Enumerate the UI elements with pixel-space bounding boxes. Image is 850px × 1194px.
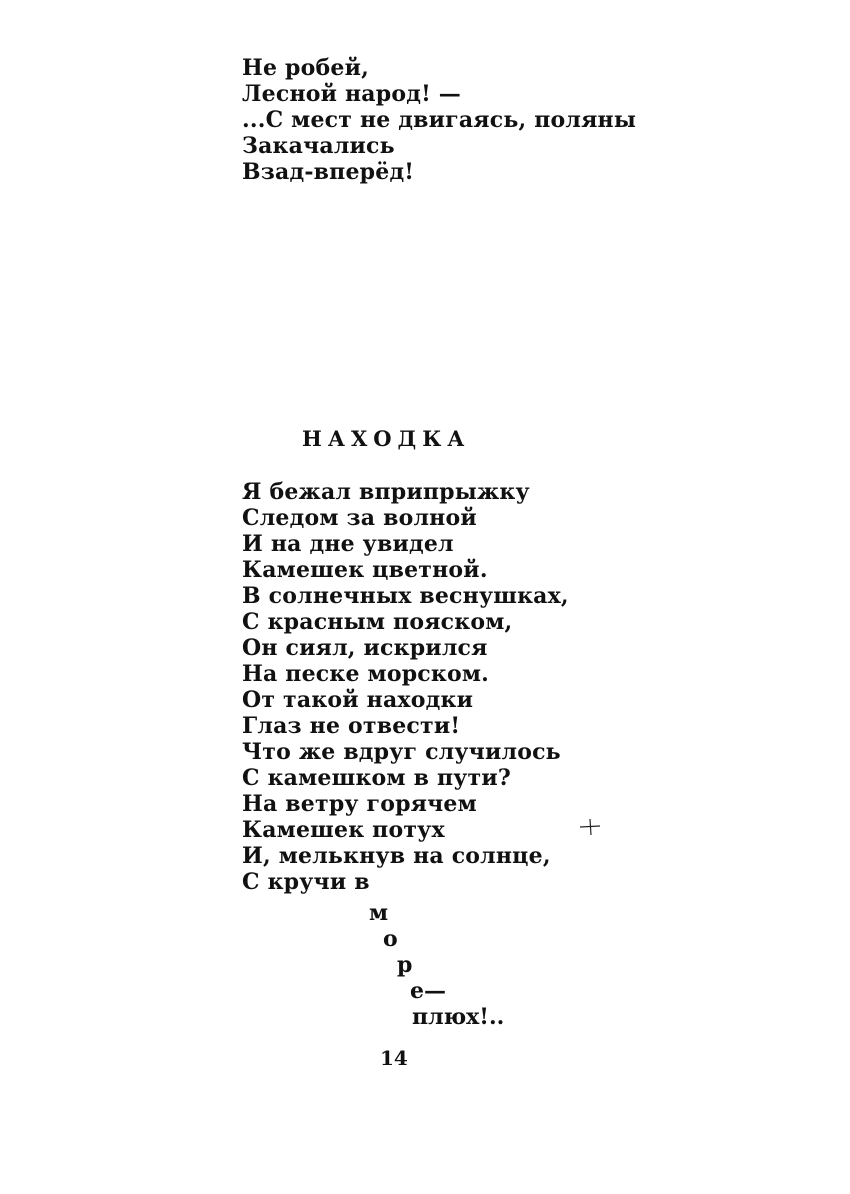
poem-line: И на дне увидел xyxy=(242,531,454,557)
cascade-letter: е— xyxy=(410,978,446,1004)
poem-line: Что же вдруг случилось xyxy=(242,739,561,765)
stanza-line: Закачались xyxy=(242,133,395,159)
pen-cross-mark-icon xyxy=(578,817,602,837)
poem-line: С кручи в xyxy=(242,869,370,895)
poem-body xyxy=(242,479,569,895)
poem-line: Он сиял, искрился xyxy=(242,635,488,661)
poem-line: На песке морском. xyxy=(242,661,490,687)
poem-line: На ветру горячем xyxy=(242,791,477,817)
poem-line: Камешек потух xyxy=(242,817,445,843)
poem-line: С красным пояском, xyxy=(242,609,513,635)
top-stanza xyxy=(242,55,636,185)
cascade-final: плюх!.. xyxy=(412,1004,505,1030)
stanza-line: Лесной народ! — xyxy=(242,81,461,107)
poem-line: С камешком в пути? xyxy=(242,765,511,791)
stanza-line: ...С мест не двигаясь, поляны xyxy=(242,107,637,133)
cascade-letter: р xyxy=(397,952,413,978)
poem-line: Я бежал вприпрыжку xyxy=(242,479,530,505)
poem-line: Камешек цветной. xyxy=(242,557,488,583)
poem-line: В солнечных веснушках, xyxy=(242,583,569,609)
cascade-letter: м xyxy=(369,900,389,926)
stanza-line: Взад-вперёд! xyxy=(242,159,415,185)
page-number: 14 xyxy=(380,1046,408,1070)
poem-line: И, мелькнув на солнце, xyxy=(242,843,551,869)
cascade-letter: о xyxy=(383,926,398,952)
stanza-line: Не робей, xyxy=(242,55,369,81)
poem-line: Глаз не отвести! xyxy=(242,713,461,739)
poem-line: От такой находки xyxy=(242,687,474,713)
poem-line: Следом за волной xyxy=(242,505,477,531)
poem-title: НАХОДКА xyxy=(302,426,471,451)
